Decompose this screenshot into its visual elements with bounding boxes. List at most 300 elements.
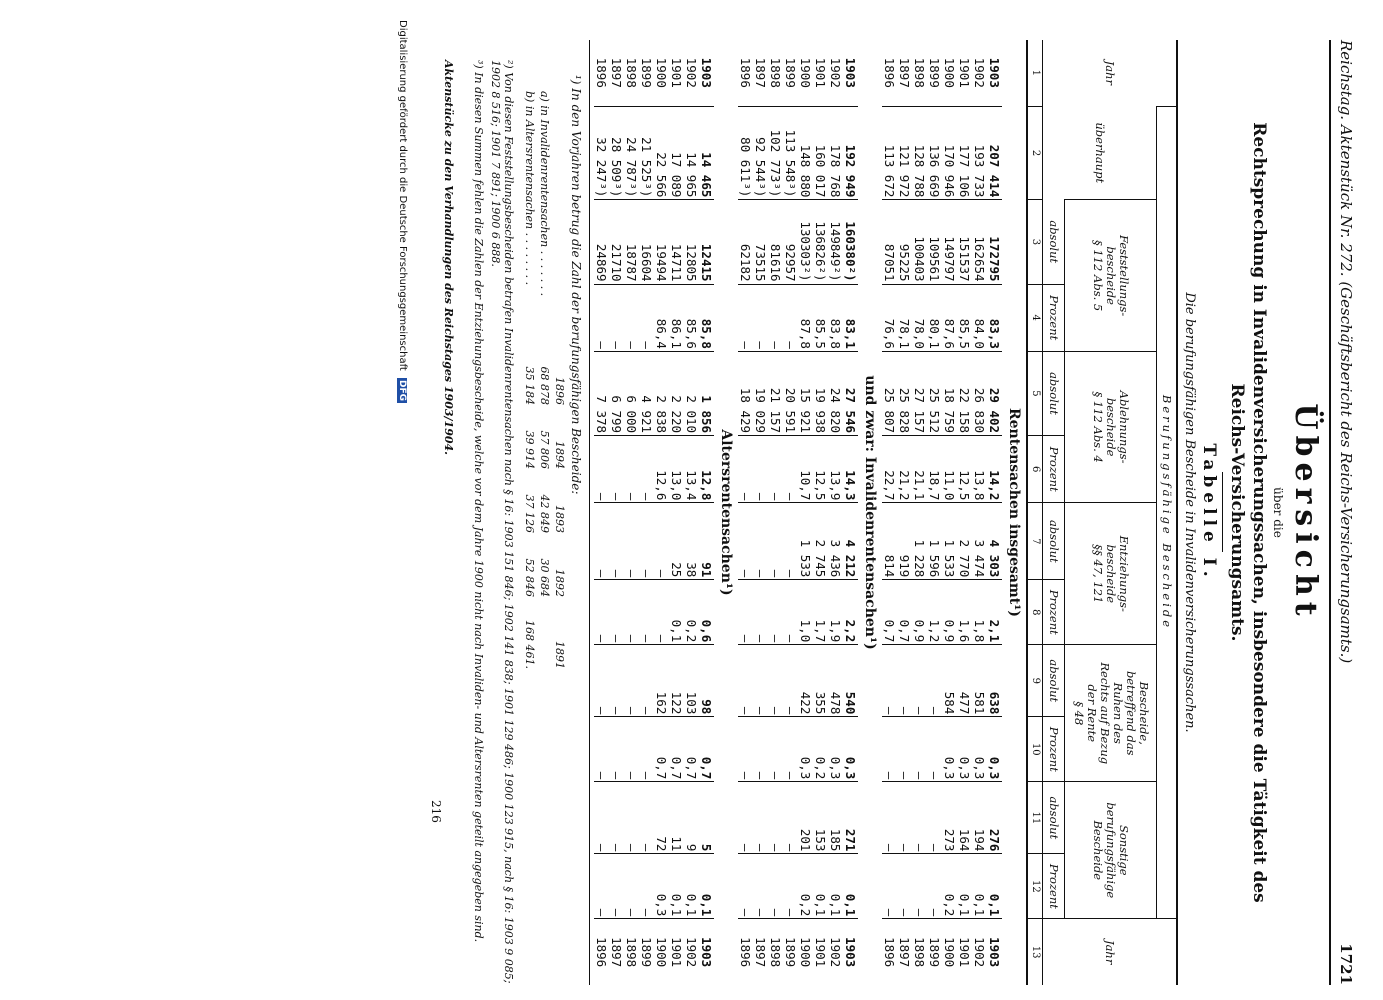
table-row	[700, 40, 715, 985]
table-cell: 1897	[897, 57, 913, 88]
table-cell: 164	[958, 782, 973, 854]
table-cell: —	[640, 854, 655, 919]
table-cell: —	[739, 717, 754, 782]
table-cell: 92957	[784, 200, 799, 284]
table-row	[739, 40, 754, 985]
table-cell: —	[898, 645, 913, 717]
table-cell: 95225	[898, 200, 913, 284]
table-cell: —	[640, 436, 655, 503]
table-cell: 9	[685, 782, 700, 854]
table-cell: —	[595, 645, 610, 717]
table-cell: 1898	[624, 57, 640, 88]
table-cell: 84,0	[973, 284, 988, 351]
table-cell: 14711	[670, 200, 685, 284]
header-rule	[1329, 40, 1331, 985]
table-row	[595, 40, 610, 985]
table-cell: —	[769, 503, 784, 580]
table-row	[913, 40, 928, 985]
title-divider	[1222, 472, 1223, 552]
table-cell: —	[640, 717, 655, 782]
table-cell: 1899	[783, 57, 799, 88]
table-cell: —	[610, 717, 625, 782]
table-label: Tabelle I.	[1199, 443, 1219, 582]
pct-header: Prozent	[1043, 284, 1065, 351]
table-cell: 12805	[685, 200, 700, 284]
table-cell: —	[913, 854, 928, 919]
table-row	[943, 40, 958, 985]
table-cell: 0,6	[700, 580, 715, 645]
table-cell: 3 474	[973, 503, 988, 580]
table-cell: 121 972	[898, 106, 913, 200]
table-cell: —	[784, 854, 799, 919]
table-cell: 102 773³)	[769, 106, 784, 200]
footnote-1-intro: ¹) In den Vorjahren betrug die Zahl der berufungsfähigen Bescheide:	[569, 75, 583, 495]
table-cell: 1902	[973, 919, 988, 985]
table-cell: —	[610, 503, 625, 580]
table-cell: 21 157	[769, 351, 784, 435]
table-cell: 85,6	[685, 284, 700, 351]
table-cell: 78,1	[898, 284, 913, 351]
table-cell: —	[769, 645, 784, 717]
table-cell: 24 820	[829, 351, 844, 435]
table-cell: —	[739, 645, 754, 717]
table-cell: —	[739, 284, 754, 351]
table-cell: 1901	[958, 919, 973, 985]
table-cell: —	[913, 645, 928, 717]
table-cell: 4 303	[988, 503, 1003, 580]
table-cell: 0,1	[700, 854, 715, 919]
table-cell: 2,1	[988, 580, 1003, 645]
table-cell: 7 378	[595, 351, 610, 435]
table-cell: 13,4	[685, 436, 700, 503]
column-number-row	[1028, 40, 1044, 985]
table-cell: 477	[958, 645, 973, 717]
table-cell: 83,8	[829, 284, 844, 351]
table-cell: 0,1	[988, 854, 1003, 919]
table-cell: 1903	[700, 919, 715, 985]
table-cell: 11,0	[943, 436, 958, 503]
table-cell: 113 548³)	[784, 106, 799, 200]
abs-header: absolut	[1043, 782, 1065, 854]
table-cell: 109561	[928, 200, 943, 284]
col-b-header: Ablehnungs- bescheide § 112 Abs. 4	[1065, 351, 1157, 502]
table-cell: —	[898, 854, 913, 919]
table-cell: 0,1	[814, 854, 829, 919]
table-cell: —	[625, 284, 640, 351]
table-cell: —	[610, 645, 625, 717]
table-cell: —	[754, 717, 769, 782]
table-cell: 12,5	[958, 436, 973, 503]
table-cell: 0,3	[973, 717, 988, 782]
table-cell: —	[784, 717, 799, 782]
table-cell: 1903	[844, 919, 859, 985]
table-cell: 1900	[943, 919, 958, 985]
table-cell: —	[754, 645, 769, 717]
table-cell: 1902	[829, 919, 844, 985]
table-cell: 19 938	[814, 351, 829, 435]
column-number: 3	[1028, 200, 1044, 284]
table-row	[928, 40, 943, 985]
table-cell: 0,3	[988, 717, 1003, 782]
table-cell: 1902	[684, 57, 700, 88]
source-note: Aktenstücke zu den Verhandlungen des Reichstages 1903/1904.	[442, 60, 455, 455]
table-cell: 25	[670, 503, 685, 580]
table-cell: —	[784, 580, 799, 645]
table-cell: 122	[670, 645, 685, 717]
table-cell: —	[898, 782, 913, 854]
table-cell: 130303²)	[799, 200, 814, 284]
table-cell: —	[883, 854, 898, 919]
column-number: 7	[1028, 503, 1044, 580]
table-cell: 1899	[927, 57, 943, 88]
table-cell: 151537	[958, 200, 973, 284]
table-cell: 72	[655, 782, 670, 854]
table-cell: 19494	[655, 200, 670, 284]
table-cell: 24 787³)	[625, 106, 640, 200]
col-e-header: Sonstige berufungsfähige Bescheide	[1065, 782, 1157, 919]
pct-header: Prozent	[1043, 580, 1065, 645]
table-cell: —	[754, 503, 769, 580]
table-cell: 12415	[700, 200, 715, 284]
table-cell: 1898	[769, 919, 784, 985]
table-cell: 1 533	[799, 503, 814, 580]
table-row	[988, 40, 1003, 985]
table-cell: —	[784, 645, 799, 717]
table-cell: 1896	[883, 919, 898, 985]
table-cell: 0,7	[883, 580, 898, 645]
table-cell: 1899	[639, 57, 655, 88]
table-cell: —	[625, 645, 640, 717]
table-cell: 25 807	[883, 351, 898, 435]
footnote-3: ³) In diesen Summen fehlen die Zahlen der Entziehungsbescheide, welche vor dem Jahre 1900 nicht nach Invaliden- und Altersrenten geteilt angegeben sind.	[472, 60, 485, 943]
table-cell: 1898	[912, 57, 928, 88]
dfg-logo: DFG	[397, 380, 407, 402]
table-bottom-rule	[589, 40, 590, 985]
table-cell: —	[769, 580, 784, 645]
table-cell: 0,1	[829, 854, 844, 919]
table-row	[655, 40, 670, 985]
table-cell: —	[769, 717, 784, 782]
table-cell: 18,7	[928, 436, 943, 503]
table-cell: 153	[814, 782, 829, 854]
table-cell: —	[928, 782, 943, 854]
digitization-note	[388, 20, 408, 985]
table-cell: 21,1	[913, 436, 928, 503]
table-cell: 1903	[699, 57, 715, 88]
section-title: Rentensachen insgesamt¹)	[1006, 408, 1023, 617]
table-cell: 76,6	[883, 284, 898, 351]
table-cell: 1900	[799, 919, 814, 985]
table-cell: 1900	[798, 57, 814, 88]
table-cell: 14 965	[685, 106, 700, 200]
table-cell: —	[769, 782, 784, 854]
table-row	[814, 40, 829, 985]
table-cell: 160380²)	[844, 200, 859, 284]
table-cell: 1898	[768, 57, 784, 88]
table-cell: —	[883, 782, 898, 854]
doc-title-over: über die	[1271, 487, 1285, 538]
table-cell: 80 611³)	[739, 106, 754, 200]
table-cell: 1899	[784, 919, 799, 985]
col-d-header: Bescheide, betreffend das Ruhen des Rechts auf Bezug der Rente § 48	[1065, 645, 1157, 782]
table-cell: 100403	[913, 200, 928, 284]
table-cell: 83,3	[988, 284, 1003, 351]
column-number: 6	[1028, 436, 1044, 503]
doc-subtitle-1: Rechtsprechung in Invalidenversicherungssachen, insbesondere die Tätigkeit des	[1249, 122, 1269, 903]
pct-header: Prozent	[1043, 854, 1065, 919]
table-cell: 13,9	[829, 436, 844, 503]
table-cell: 276	[988, 782, 1003, 854]
table-cell: 3 436	[829, 503, 844, 580]
table-cell: 0,2	[943, 854, 958, 919]
table-cell: —	[595, 580, 610, 645]
table-cell: —	[928, 645, 943, 717]
table-cell: 113 672	[883, 106, 898, 200]
col-year-header: Jahr	[1103, 60, 1118, 85]
table-cell: 170 946	[943, 106, 958, 200]
table-cell: 19 029	[754, 351, 769, 435]
table-cell: —	[625, 717, 640, 782]
table-cell: 0,7	[700, 717, 715, 782]
table-cell: 1900	[655, 919, 670, 985]
table-row	[685, 40, 700, 985]
table-cell: 0,7	[655, 717, 670, 782]
table-cell: 2 010	[685, 351, 700, 435]
table-row	[829, 40, 844, 985]
table-cell: 85,5	[958, 284, 973, 351]
column-number: 11	[1028, 782, 1044, 854]
table-cell: 273	[943, 782, 958, 854]
table-cell: 148 880	[799, 106, 814, 200]
table-cell: —	[928, 717, 943, 782]
table-cell: —	[754, 580, 769, 645]
column-number: 5	[1028, 351, 1044, 435]
table-cell: —	[913, 782, 928, 854]
table-cell: 1902	[685, 919, 700, 985]
table-cell: 1896	[594, 57, 610, 88]
col-total-header: überhaupt	[1093, 122, 1108, 184]
section-title-row	[715, 40, 739, 985]
table-cell: 0,3	[799, 717, 814, 782]
table-cell: 185	[829, 782, 844, 854]
table-cell: 1,8	[973, 580, 988, 645]
table-cell: 78,0	[913, 284, 928, 351]
column-number: 10	[1028, 717, 1044, 782]
table-cell: 14 465	[700, 106, 715, 200]
table-cell: 86,4	[655, 284, 670, 351]
table-row	[799, 40, 814, 985]
table-cell: 1,7	[814, 580, 829, 645]
table-cell: 85,5	[814, 284, 829, 351]
table-cell: 4 212	[844, 503, 859, 580]
table-cell: 422	[799, 645, 814, 717]
table-cell: —	[595, 503, 610, 580]
table-cell: 128 788	[913, 106, 928, 200]
table-cell: 16604	[640, 200, 655, 284]
table-cell: 26 830	[973, 351, 988, 435]
table-cell: 0,1	[958, 854, 973, 919]
table-cell: 0,9	[913, 580, 928, 645]
table-cell: —	[640, 580, 655, 645]
table-cell: 20 591	[784, 351, 799, 435]
table-cell: 192 949	[844, 106, 859, 200]
table-cell: 85,8	[700, 284, 715, 351]
table-cell: —	[769, 284, 784, 351]
table-cell: 1,0	[799, 580, 814, 645]
table-cell: 1899	[640, 919, 655, 985]
table-cell: —	[754, 782, 769, 854]
table-cell: 149797	[943, 200, 958, 284]
section-title: Altersrentensachen¹)	[718, 429, 735, 596]
table-row	[610, 40, 625, 985]
table-cell: 98	[700, 645, 715, 717]
table-cell: 1903	[988, 919, 1003, 985]
col-c-header: Entziehungs- bescheide §§ 47, 121	[1065, 503, 1157, 645]
table-cell: —	[883, 645, 898, 717]
table-cell: 6 799	[610, 351, 625, 435]
footnote-2: ²) Von diesen Feststellungsbescheiden betrafen Invalidenrentensachen nach § 16: 1903 151 846; 1902 141 838; 1901 129 486; 1900 123 915, nach § 16: 1903 9 085; 1902 8 516; 1901 7 891; 1900 6 888.	[489, 60, 515, 984]
table-cell: 27 546	[844, 351, 859, 435]
table-cell: 17 089	[670, 106, 685, 200]
table-cell: 1901	[814, 919, 829, 985]
table-cell: 160 017	[814, 106, 829, 200]
table-cell: —	[640, 782, 655, 854]
table-cell: —	[595, 436, 610, 503]
table-cell: —	[655, 503, 670, 580]
table-cell: 87,6	[943, 284, 958, 351]
column-number: 2	[1028, 106, 1044, 200]
col-year-header-right: Jahr	[1043, 919, 1177, 985]
table-cell: 1,6	[958, 580, 973, 645]
table-cell: —	[610, 782, 625, 854]
table-cell: 581	[973, 645, 988, 717]
page-number: 1721	[1337, 943, 1355, 985]
doc-subtitle-2: Reichs-Versicherungsamts.	[1227, 383, 1247, 642]
table-cell: 193 733	[973, 106, 988, 200]
table-cell: 1 596	[928, 503, 943, 580]
column-number: 12	[1028, 854, 1044, 919]
table-cell: —	[913, 717, 928, 782]
table-cell: 1896	[739, 919, 754, 985]
table-cell: 87,8	[799, 284, 814, 351]
table-cell: 92 544³)	[754, 106, 769, 200]
table-row	[670, 40, 685, 985]
running-title: Reichstag. Aktenstück Nr. 272. (Geschäftsbericht des Reichs-Versicherungsamts.)	[1337, 40, 1355, 664]
table-row	[844, 40, 859, 985]
table-cell: 0,1	[670, 580, 685, 645]
table-cell: 814	[883, 503, 898, 580]
table-cell: 172795	[988, 200, 1003, 284]
table-cell: 0,1	[973, 854, 988, 919]
table-cell: 207 414	[988, 106, 1003, 200]
col-a-header: Feststellungs- bescheide § 112 Abs. 5	[1065, 200, 1157, 351]
table-cell: 18 759	[943, 351, 958, 435]
section-title-row	[1003, 40, 1028, 985]
table-cell: —	[625, 436, 640, 503]
table-cell: —	[610, 580, 625, 645]
footnote-1-table: 1896 1894 1893 1892 1891 a) in Invalidenrentensachen . . . . . . . 68 878 57 806 42 849 30 684 b) in Altersrentensachen . . . . . . . . 35 184 39 914 37 126 52 846 168 461.	[523, 91, 566, 669]
column-number: 13	[1028, 919, 1044, 985]
table-cell: 1897	[610, 919, 625, 985]
table-cell: 1900	[942, 57, 958, 88]
table-cell: 38	[685, 503, 700, 580]
table-cell: 2,2	[844, 580, 859, 645]
decisions-table	[595, 40, 1179, 985]
table-cell: —	[610, 436, 625, 503]
table-cell: 2 745	[814, 503, 829, 580]
table-cell: 0,2	[814, 717, 829, 782]
column-number: 1	[1028, 40, 1044, 106]
running-header	[1331, 40, 1355, 985]
table-cell: 149849²)	[829, 200, 844, 284]
table-cell: 18787	[625, 200, 640, 284]
table-cell: 0,3	[943, 717, 958, 782]
table-cell: 1903	[987, 57, 1003, 88]
table-cell: —	[595, 717, 610, 782]
table-cell: 24869	[595, 200, 610, 284]
table-row	[769, 40, 784, 985]
table-cell: 136826²)	[814, 200, 829, 284]
table-cell: —	[784, 782, 799, 854]
pct-header: Prozent	[1043, 717, 1065, 782]
table-cell: 5	[700, 782, 715, 854]
column-number: 8	[1028, 580, 1044, 645]
table-cell: 584	[943, 645, 958, 717]
table-cell: 1898	[625, 919, 640, 985]
table-cell: —	[640, 503, 655, 580]
table-cell: 91	[700, 503, 715, 580]
table-cell: 201	[799, 782, 814, 854]
table-cell: —	[898, 717, 913, 782]
pct-header: Prozent	[1043, 436, 1065, 503]
table-cell: —	[655, 580, 670, 645]
table-cell: 12,6	[655, 436, 670, 503]
table-cell: 1897	[753, 57, 769, 88]
table-cell: —	[883, 717, 898, 782]
table-cell: 28 509³)	[610, 106, 625, 200]
table-cell: 4 921	[640, 351, 655, 435]
table-cell: 12,8	[700, 436, 715, 503]
table-cell: 0,9	[943, 580, 958, 645]
table-cell: —	[595, 284, 610, 351]
table-cell: 1 533	[943, 503, 958, 580]
table-cell: —	[640, 645, 655, 717]
table-cell: 22 158	[958, 351, 973, 435]
table-cell: —	[739, 503, 754, 580]
table-cell: —	[640, 284, 655, 351]
table-cell: 2 770	[958, 503, 973, 580]
table-cell: 27 157	[913, 351, 928, 435]
table-cell: 0,3	[844, 717, 859, 782]
table-cell: 0,7	[685, 717, 700, 782]
table-cell: 1899	[928, 919, 943, 985]
table-cell: —	[928, 854, 943, 919]
table-cell: 2 838	[655, 351, 670, 435]
table-cell: 2 220	[670, 351, 685, 435]
table-cell: 1896	[882, 57, 898, 88]
table-cell: 0,2	[685, 580, 700, 645]
table-cell: 1900	[654, 57, 670, 88]
abs-header: absolut	[1043, 645, 1065, 717]
abs-header: absolut	[1047, 220, 1062, 264]
table-cell: 355	[814, 645, 829, 717]
table-cell: 29 402	[988, 351, 1003, 435]
table-cell: 177 106	[958, 106, 973, 200]
table-cell: 14,3	[844, 436, 859, 503]
table-cell: 0,1	[685, 854, 700, 919]
table-cell: 540	[844, 645, 859, 717]
table-cell: —	[739, 436, 754, 503]
